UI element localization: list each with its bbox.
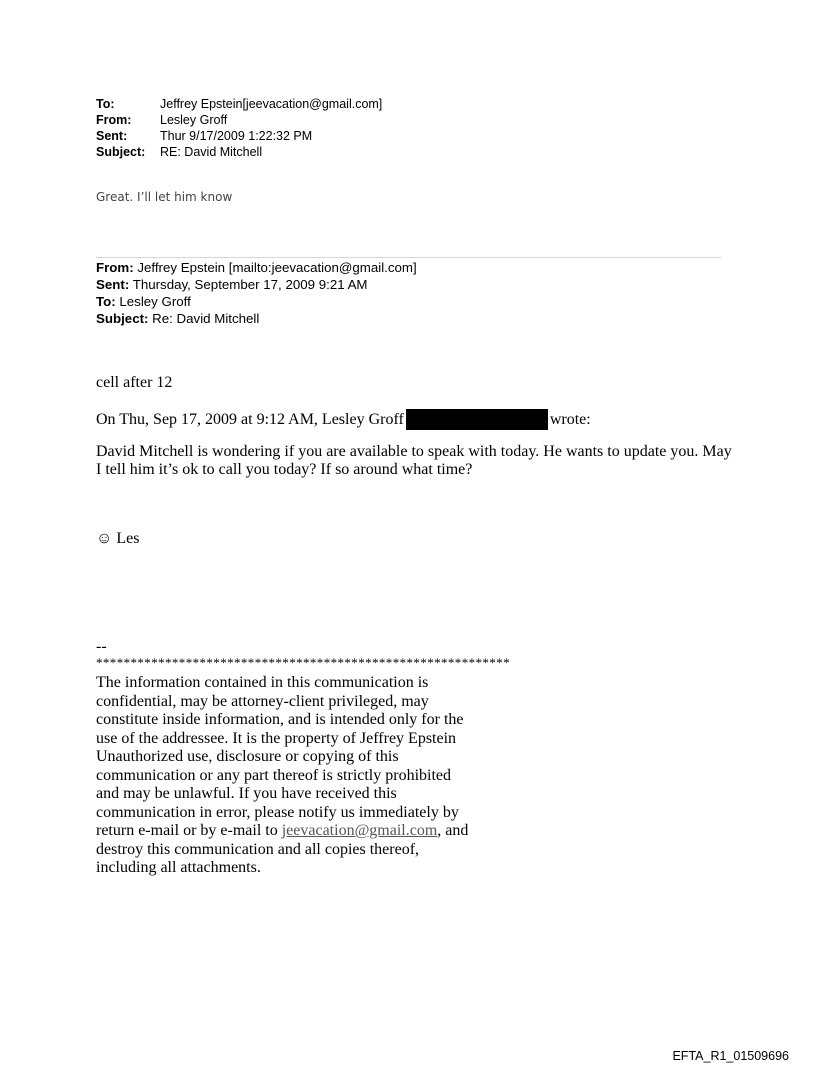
disclaimer-text-end: , and destroy this communication and all copies thereof, including all attachments. xyxy=(96,822,469,876)
header-subject-row xyxy=(96,144,382,160)
divider xyxy=(96,257,721,258)
document-id: EFTA_R1_01509696 xyxy=(672,1049,789,1063)
fwd-from-row xyxy=(96,259,417,276)
disclaimer xyxy=(96,674,476,878)
fwd-sent-value: Thursday, September 17, 2009 9:21 AM xyxy=(129,277,368,292)
fwd-subject-label: Subject: xyxy=(96,311,149,326)
fwd-to-label: To: xyxy=(96,294,116,309)
reply-text: Great. I’ll let him know xyxy=(96,190,233,204)
sent-label: Sent: xyxy=(96,129,128,143)
fwd-subject-row xyxy=(96,310,417,327)
quote-intro xyxy=(96,409,591,430)
subject-label: Subject: xyxy=(96,145,146,159)
cell-line: cell after 12 xyxy=(96,374,173,391)
signature-dashes: -- xyxy=(96,638,107,655)
fwd-from-label: From: xyxy=(96,260,134,275)
signoff: ☺ Les xyxy=(96,530,140,547)
fwd-sent-label: Sent: xyxy=(96,277,130,292)
fwd-sent-row xyxy=(96,276,417,293)
disclaimer-text: The information contained in this communication is confidential, may be attorney-client privileged, may constitute inside information, and is intended only for the use of the addressee. It is the property of Jeffrey Epstein Unauthorized use, disclosure or copying of this communication or any part thereof is strictly prohibited and may be unlawful. If you have received this communication in error, please notify us immediately by return e-mail or by e-mail to xyxy=(96,674,464,839)
sent-value: Thur 9/17/2009 1:22:32 PM xyxy=(160,129,313,143)
from-label: From: xyxy=(96,113,132,127)
fwd-to-value: Lesley Groff xyxy=(115,294,191,309)
fwd-to-row xyxy=(96,293,417,310)
signature-stars: ************************************************************ xyxy=(96,655,510,670)
quote-intro-wrote: wrote: xyxy=(549,410,591,428)
subject-value: RE: David Mitchell xyxy=(160,145,263,159)
header-to-row xyxy=(96,96,382,112)
header-sent-row xyxy=(96,128,382,144)
message-body: David Mitchell is wondering if you are available to speak with today. He wants to update you. May I tell him it’s ok to call you today? If so around what time? xyxy=(96,443,732,478)
fwd-from-value: Jeffrey Epstein [mailto:jeevacation@gmail.com] xyxy=(133,260,417,275)
redaction-box xyxy=(406,409,548,430)
quote-intro-text: On Thu, Sep 17, 2009 at 9:12 AM, Lesley Groff xyxy=(96,410,404,428)
forwarded-header xyxy=(96,259,417,327)
to-label: To: xyxy=(96,97,115,111)
from-value: Lesley Groff xyxy=(160,113,228,127)
fwd-subject-value: Re: David Mitchell xyxy=(148,311,260,326)
to-value: Jeffrey Epstein[jeevacation@gmail.com] xyxy=(160,97,383,111)
header-from-row xyxy=(96,112,382,128)
disclaimer-email-link[interactable]: jeevacation@gmail.com xyxy=(281,822,438,839)
email-header xyxy=(96,96,382,160)
